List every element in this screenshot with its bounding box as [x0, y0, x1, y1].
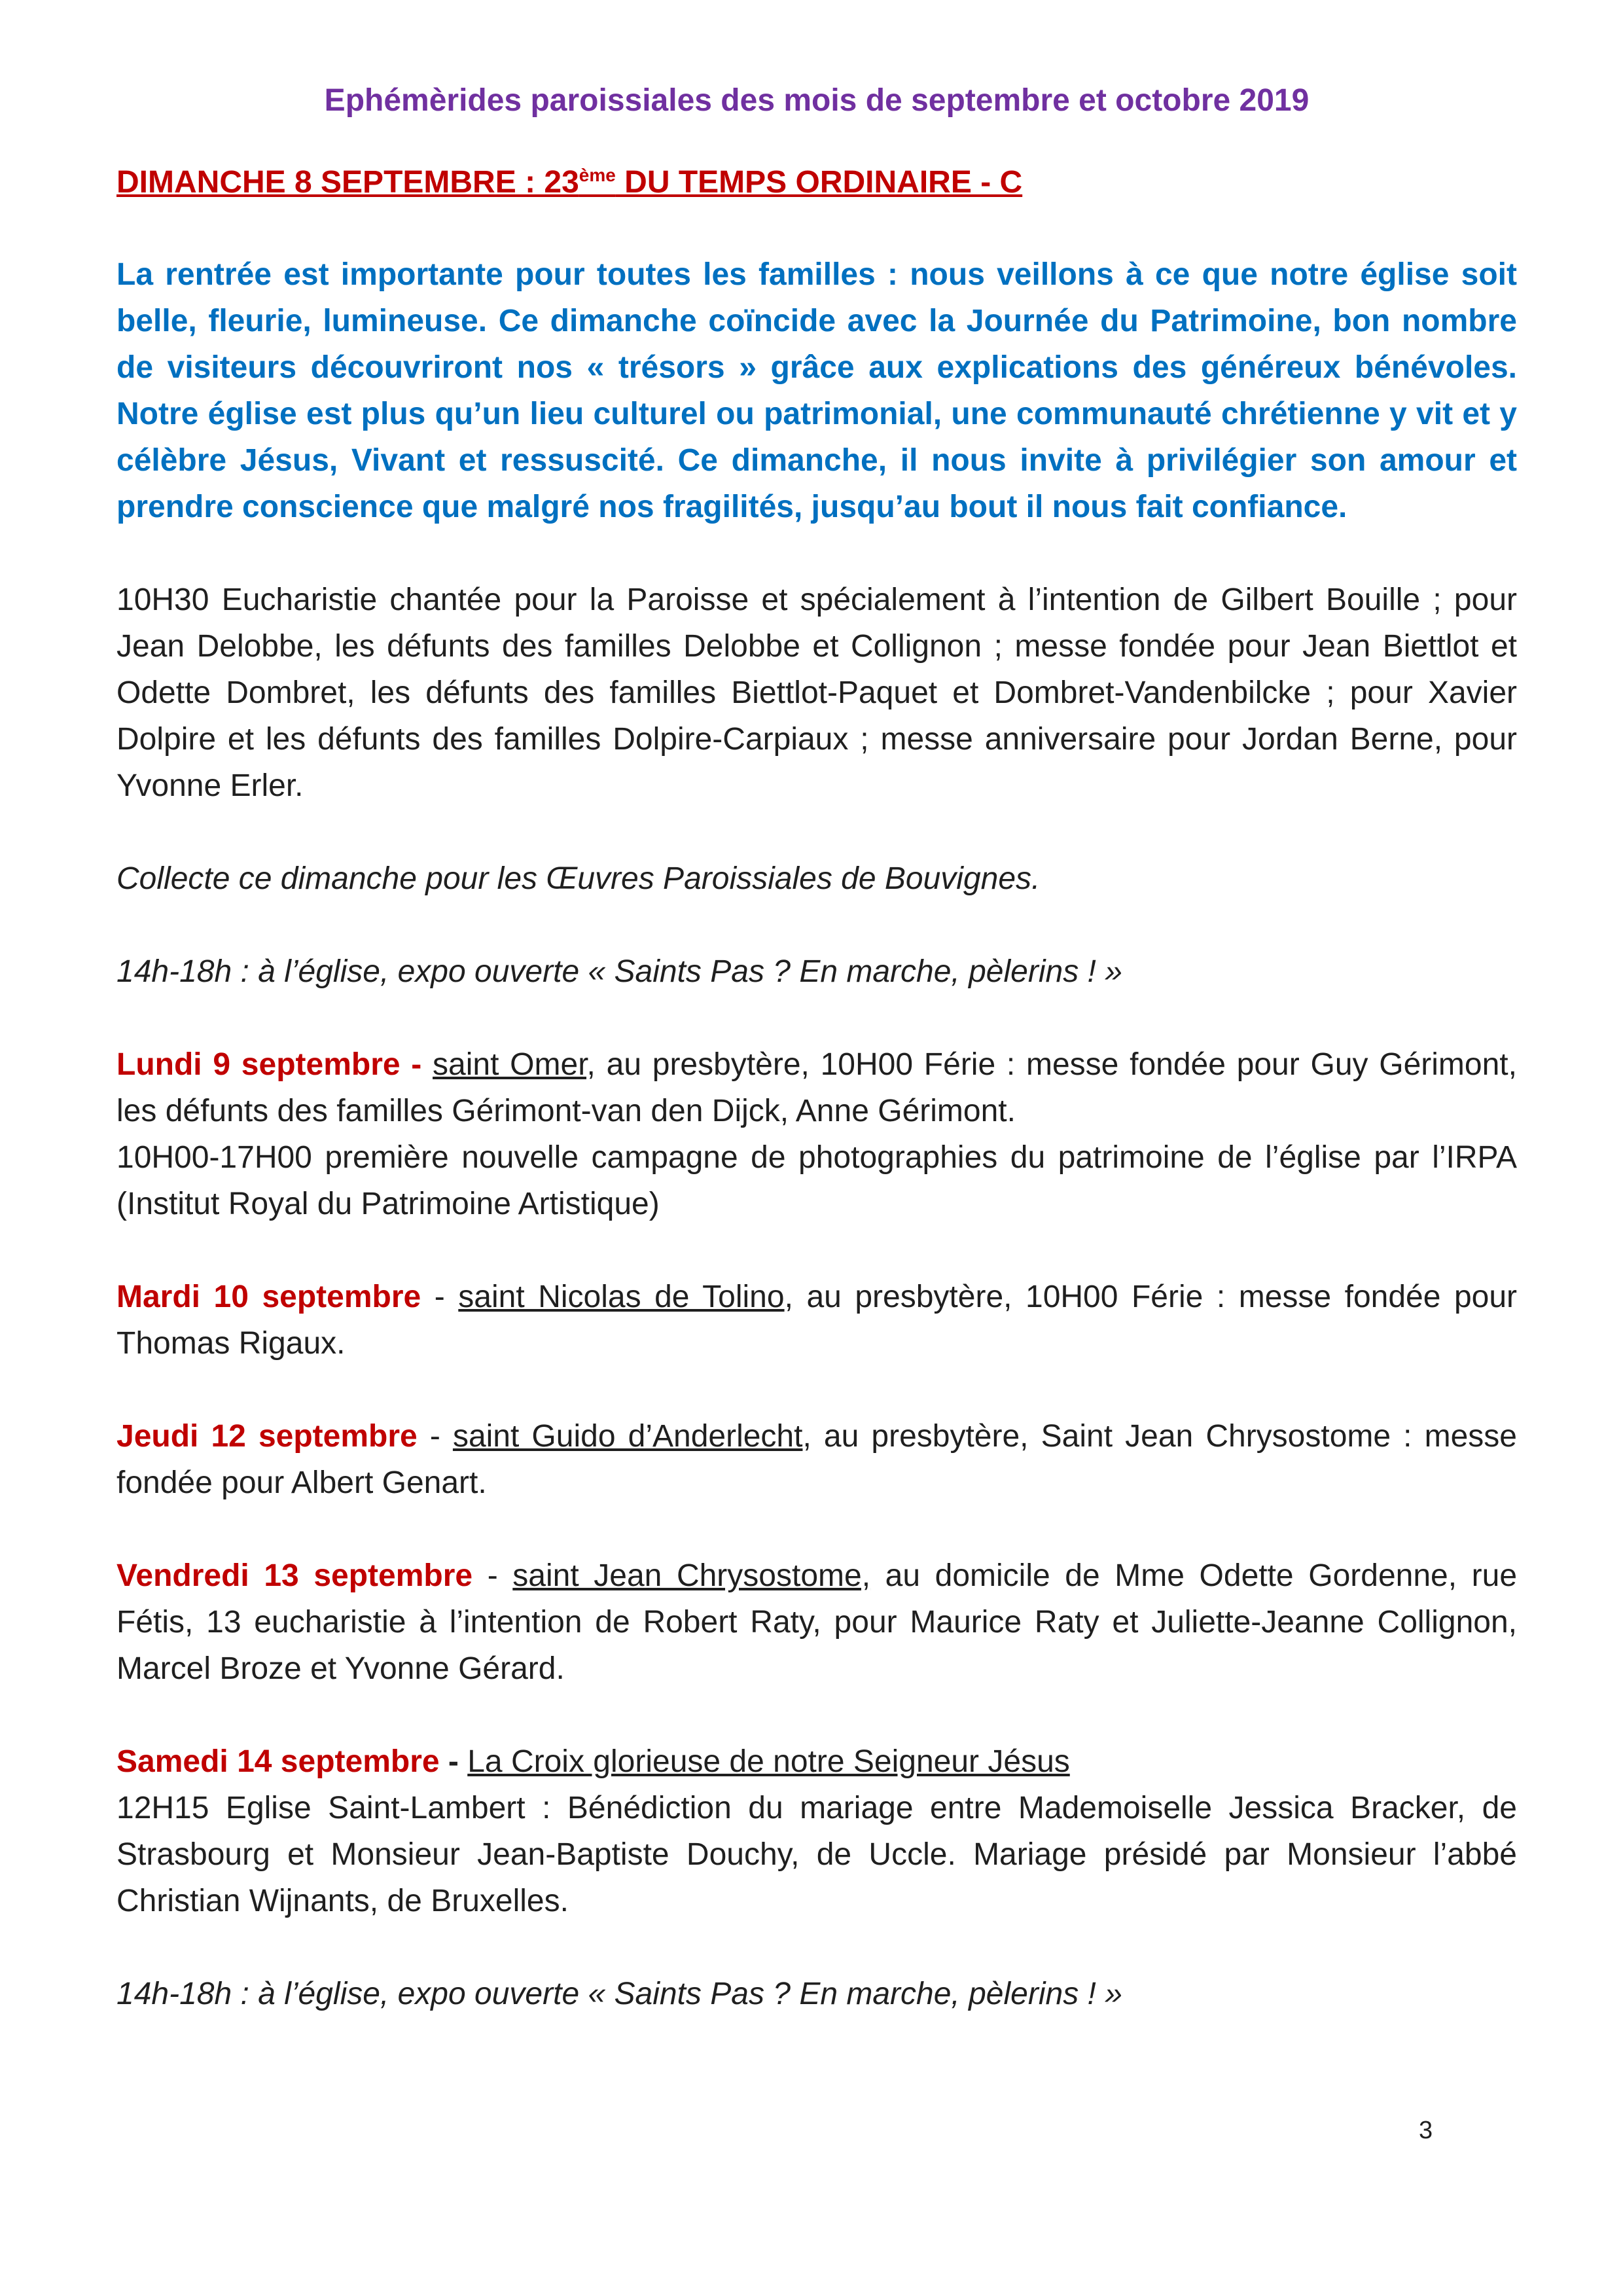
expo-note-2: 14h-18h : à l’église, expo ouverte « Saints Pas ? En marche, pèlerins ! » — [116, 1977, 1122, 2011]
day-separator: - — [417, 1419, 453, 1454]
day-entry-friday — [116, 1552, 1517, 1692]
day-separator: - — [421, 1280, 459, 1314]
day-text: au presbytère, 10H00 Férie : messe fondée pour Guy Gérimont, les défunts des familles Gérimont-van den Dijck, Anne Gérimont. — [116, 1047, 1517, 1128]
saint-name: saint Guido d’Anderlecht — [452, 1419, 803, 1454]
page-number: 3 — [1419, 2117, 1433, 2144]
monday-extra: 10H00-17H00 première nouvelle campagne de photographies du patrimoine de l’église par l’IRPA (Institut Royal du Patrimoine Artistique) — [116, 1140, 1517, 1221]
saint-name: saint Jean Chrysostome, — [512, 1558, 871, 1593]
saturday-extra: 12H15 Eglise Saint-Lambert : Bénédiction du mariage entre Mademoiselle Jessica Bracker, de Strasbourg et Monsieur Jean-Baptiste Douchy, de Uccle. Mariage présidé par Monsieur l’abbé Christian Wijnants, de Bruxelles. — [116, 1791, 1517, 1918]
day-text: , au presbytère, Saint Jean Chrysostome : messe fondée pour Albert Genart. — [116, 1419, 1518, 1500]
saint-name: La Croix glorieuse de notre Seigneur Jésus — [467, 1744, 1070, 1779]
day-text: , au presbytère, 10H00 Férie : messe fondée pour Thomas Rigaux. — [116, 1280, 1518, 1361]
page-title: Ephémèrides paroissiales des mois de septembre et octobre 2019 — [324, 83, 1310, 118]
day-label: Vendredi 13 septembre — [116, 1558, 473, 1593]
day-separator: - — [439, 1744, 468, 1779]
day-label: Samedi 14 septembre — [116, 1744, 440, 1779]
page-content — [116, 77, 1517, 2064]
day-entry-monday — [116, 1041, 1517, 1134]
day-entry-thursday — [116, 1413, 1517, 1506]
collecte-note: Collecte ce dimanche pour les Œuvres Paroissiales de Bouvignes. — [116, 861, 1041, 896]
saint-name: saint Nicolas de Tolino — [458, 1280, 785, 1314]
day-label: Mardi 10 septembre — [116, 1280, 421, 1314]
day-entry-saturday — [116, 1738, 1517, 1785]
heading-text: DIMANCHE 8 SEPTEMBRE : 23 — [116, 165, 579, 200]
heading-text-end: DU TEMPS ORDINAIRE - C — [615, 165, 1023, 200]
day-entry-tuesday — [116, 1274, 1517, 1367]
day-label: Lundi 9 septembre - — [116, 1047, 422, 1082]
sunday-heading — [116, 159, 1517, 206]
intro-paragraph: La rentrée est importante pour toutes les familles : nous veillons à ce que notre église soit belle, fleurie, lumineuse. Ce dimanche coïncide avec la Journée du Patrimoine, bon nombre de visiteurs découvriront nos « trésors » grâce aux explications des généreux bénévoles. Notre église est plus qu’un lieu culturel ou patrimonial, une communauté chrétienne y vit et y célèbre Jésus, Vivant et ressuscité. Ce dimanche, il nous invite à privilégier son amour et prendre conscience que malgré nos fragilités, jusqu’au bout il nous fait confiance. — [116, 257, 1517, 524]
day-separator: - — [473, 1558, 513, 1593]
day-separator — [421, 1047, 433, 1082]
sunday-mass-paragraph: 10H30 Eucharistie chantée pour la Paroisse et spécialement à l’intention de Gilbert Bouille ; pour Jean Delobbe, les défunts des familles Delobbe et Collignon ; messe fondée pour Jean Biettlot et Odette Dombret, les défunts des familles Biettlot-Paquet et Dombret-Vandenbilcke ; pour Xavier Dolpire et les défunts des familles Dolpire-Carpiaux ; messe anniversaire pour Jordan Berne, pour Yvonne Erler. — [116, 583, 1517, 803]
day-text: au domicile de Mme Odette Gordenne, rue Fétis, 13 eucharistie à l’intention de Robert Raty, pour Maurice Raty et Juliette-Jeanne Collignon, Marcel Broze et Yvonne Gérard. — [116, 1558, 1518, 1686]
day-label: Jeudi 12 septembre — [116, 1419, 418, 1454]
saint-name: saint Omer, — [433, 1047, 596, 1082]
expo-note: 14h-18h : à l’église, expo ouverte « Saints Pas ? En marche, pèlerins ! » — [116, 954, 1122, 989]
heading-superscript: ème — [579, 165, 616, 185]
